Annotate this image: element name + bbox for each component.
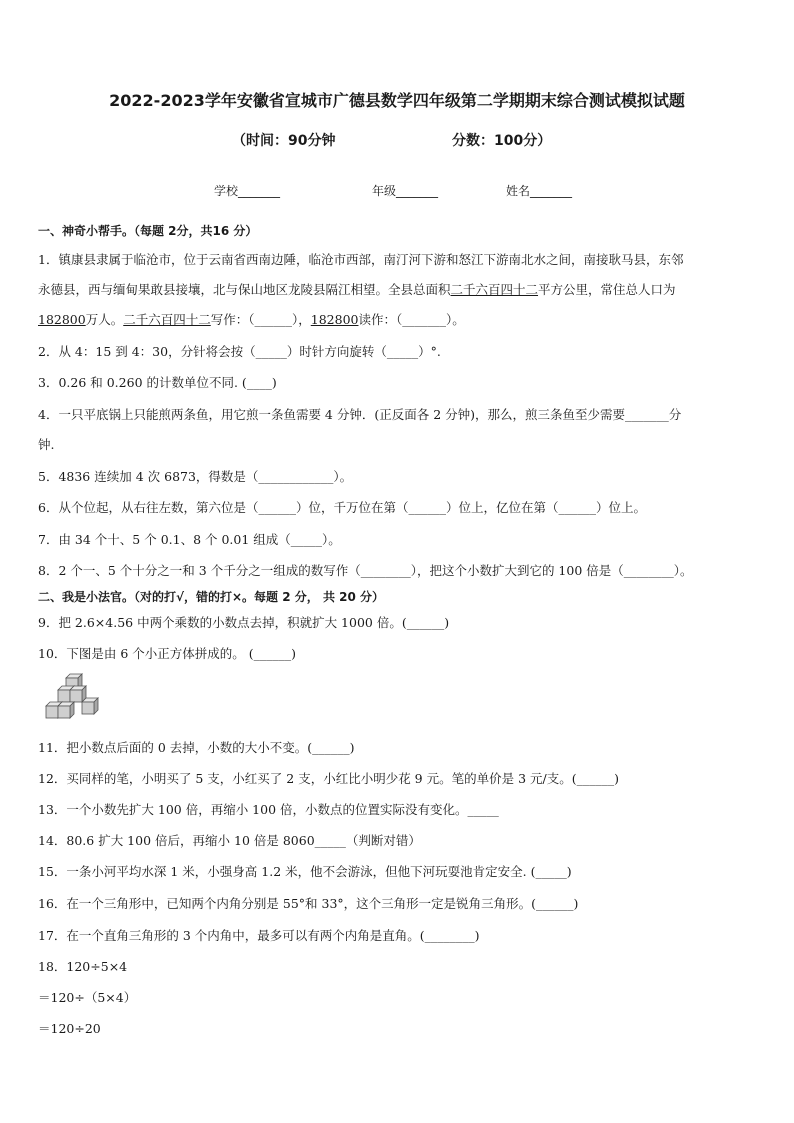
question-18-line-2: ＝120÷（5×4）	[38, 990, 137, 1005]
question-1-line-2	[38, 281, 768, 299]
q1-number2-underlined: 182800	[310, 312, 359, 327]
question-7: 7．由 34 个十、5 个 0.1、8 个 0.01 组成（_____）。	[38, 532, 341, 547]
q1-text-c: 平方公里，常住总人口为	[538, 282, 676, 297]
question-1-line-3	[38, 311, 768, 329]
question-14: 14．80.6 扩大 100 倍后，再缩小 10 倍是 8060_____（判断对错）	[38, 833, 421, 848]
question-8: 8．2 个一、5 个十分之一和 3 个千分之一组成的数写作（________），把这个小数扩大到它的 100 倍是（________）。	[38, 563, 693, 578]
exam-title: 2022-2023学年安徽省宣城市广德县数学四年级第二学期期末综合测试模拟试题	[109, 91, 685, 110]
question-5: 5．4836 连续加 4 次 6873，得数是（____________）。	[38, 469, 353, 484]
q1-text-b: 万人。	[85, 312, 124, 327]
question-17: 17．在一个直角三角形的 3 个内角中，最多可以有两个内角是直角。(________)	[38, 928, 480, 943]
question-18-line-3: ＝120÷20	[38, 1021, 101, 1036]
question-1-line-1: 1．镇康县隶属于临沧市，位于云南省西南边陲，临沧市西部，南汀河下游和怒江下游南北水之间，南接耿马县，东邻	[38, 252, 684, 267]
question-18-line-1: 18．120÷5×4	[38, 959, 128, 974]
question-15: 15．一条小河平均水深 1 米，小强身高 1.2 米，他不会游泳，但他下河玩耍池肯定安全. (_____)	[38, 864, 572, 879]
question-2: 2．从 4：15 到 4：30，分针将会按（_____）时针方向旋转（_____）°.	[38, 344, 441, 359]
q1-write-blank: 写作：（______），	[210, 312, 311, 327]
question-4-line-1: 4．一只平底锅上只能煎两条鱼，用它煎一条鱼需要 4 分钟．(正反面各 2 分钟)，那么，煎三条鱼至少需要_______分	[38, 407, 682, 422]
cubes-figure	[44, 672, 100, 726]
school-field: 学校_______	[214, 184, 281, 198]
time-label: （时间：90分钟	[232, 133, 336, 149]
q1-population-underlined: 182800	[38, 312, 86, 327]
q1-read-blank: 读作：（_______）。	[358, 312, 465, 327]
q1-area-underlined: 二千六百四十二	[450, 282, 539, 297]
cube-bottom-2	[58, 702, 74, 718]
question-11: 11．把小数点后面的 0 去掉，小数的大小不变。(______)	[38, 740, 355, 755]
section-2-heading: 二、我是小法官。（对的打√，错的打×。每题 2 分， 共 20 分）	[38, 590, 384, 604]
question-16: 16．在一个三角形中，已知两个内角分别是 55°和 33°，这个三角形一定是锐角三角形。(______)	[38, 896, 579, 911]
question-13: 13．一个小数先扩大 100 倍，再缩小 100 倍，小数点的位置实际没有变化。_____	[38, 802, 499, 817]
question-4-line-2: 钟.	[38, 437, 55, 452]
question-3: 3．0.26 和 0.260 的计数单位不同. (____)	[38, 375, 277, 390]
question-10: 10．下图是由 6 个小正方体拼成的。 (______)	[38, 646, 297, 661]
question-12: 12．买同样的笔，小明买了 5 支，小红买了 2 支，小红比小明少花 9 元。笔的单价是 3 元/支。(______)	[38, 771, 619, 786]
question-9: 9．把 2.6×4.56 中两个乘数的小数点去掉，积就扩大 1000 倍。(______)	[38, 615, 450, 630]
section-1-heading: 一、神奇小帮手。（每题 2分，共16 分）	[38, 224, 258, 238]
cube-mid-right	[70, 686, 86, 702]
question-6: 6．从个位起，从右往左数，第六位是（______）位，千万位在第（______）位上，亿位在第（______）位上。	[38, 500, 646, 515]
score-label: 分数：100分）	[452, 133, 552, 149]
q1-number-underlined: 二千六百四十二	[123, 312, 211, 327]
name-field: 姓名_______	[506, 184, 573, 198]
q1-text-a: 永德县，西与缅甸果敢县接壤，北与保山地区龙陵县隔江相望。全县总面积	[38, 282, 451, 297]
grade-field: 年级_______	[372, 184, 439, 198]
cube-bottom-3	[82, 698, 98, 714]
